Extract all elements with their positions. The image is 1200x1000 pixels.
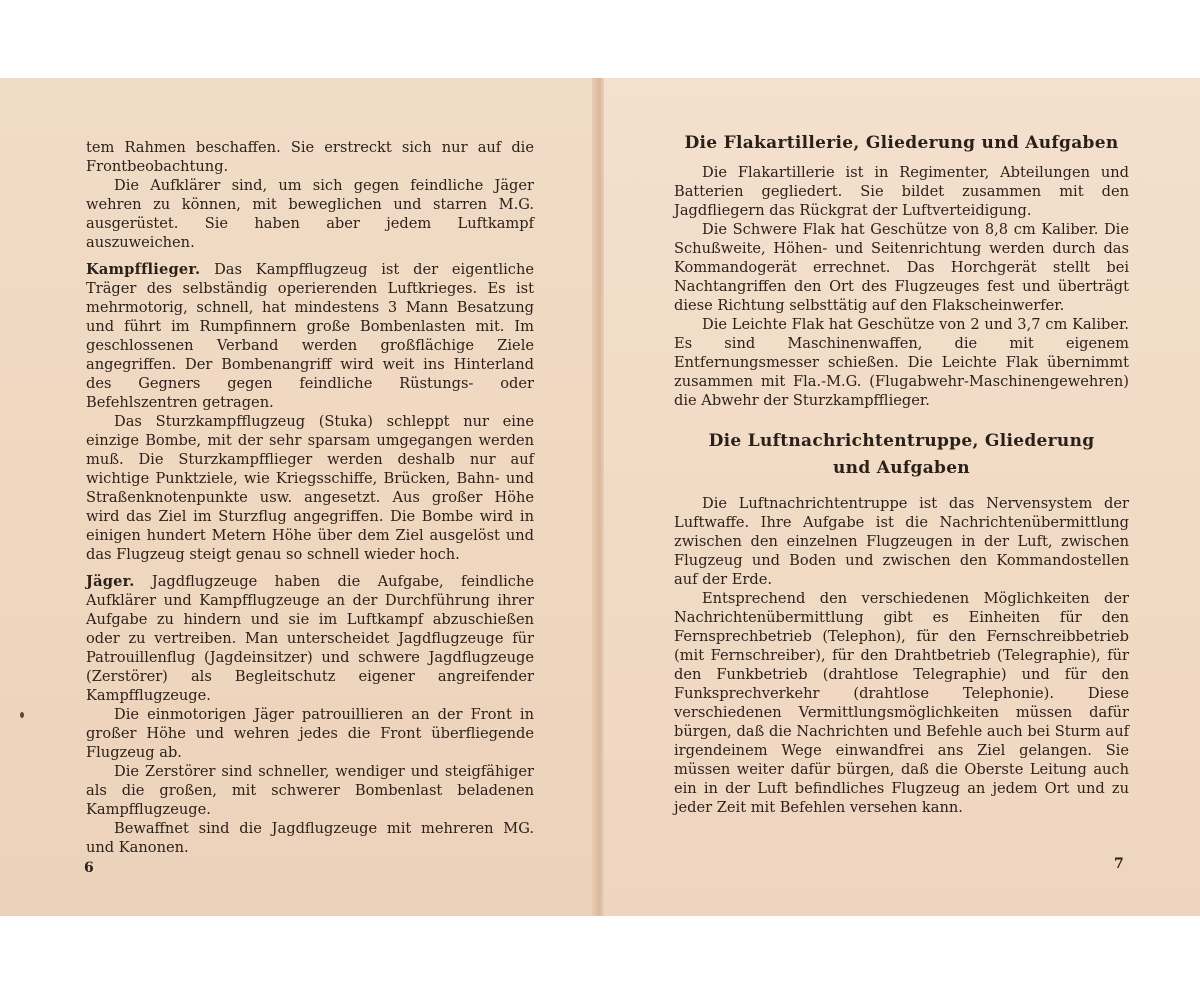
section-lead: Kampfflieger.: [86, 261, 201, 278]
paragraph-kampfflieger: [86, 260, 534, 412]
paragraph: Die Aufklärer sind, um sich gegen feindliche Jäger wehren zu können, mit beweglichen und starren M.G. ausgerüstet. Sie haben aber jedem Luftkampf auszuweichen.: [86, 177, 534, 251]
print-speck: [20, 712, 24, 718]
section-lead: Jäger.: [86, 573, 135, 590]
heading-line: Die Luftnachrichtentruppe, Gliederung: [708, 431, 1095, 451]
paragraph: Die einmotorigen Jäger patrouillieren an der Front in großer Höhe und wehren jedes die Front überfliegende Flugzeug ab.: [86, 706, 534, 761]
paragraph-body: Jagdflugzeuge haben die Aufgabe, feindliche Aufklärer und Kampfflugzeuge an der Durchführung ihrer Aufgabe zu hindern und sie im Luftkampf abzuschießen oder zu vertreiben. Man unterscheidet Jagdflugzeuge für Patrouillenflug (Jagdeinsitzer) und schwere Jagdflugzeuge (Zerstörer) als Begleitschutz eigener angreifender Kampfflugzeuge.: [86, 573, 534, 704]
paragraph: Die Luftnachrichtentruppe ist das Nervensystem der Luftwaffe. Ihre Aufgabe ist die Nachrichtenübermittlung zwischen den einzelnen Flugzeugen in der Luft, zwischen Flugzeug und Boden und zwischen den Kommandostellen auf der Erde.: [674, 495, 1129, 588]
paragraph-jaeger: [86, 572, 534, 705]
right-page: [604, 78, 1200, 916]
paragraph: Die Flakartillerie ist in Regimenter, Abteilungen und Batterien gegliedert. Sie bildet zusammen mit den Jagdfliegern das Rückgrat der Luftverteidigung.: [674, 164, 1129, 219]
paragraph: Die Schwere Flak hat Geschütze von 8,8 cm Kaliber. Die Schußweite, Höhen- und Seitenrichtung werden durch das Kommandogerät errechnet. Das Horchgerät stellt bei Nachtangriffen den Ort des Flugzeuges fest und überträgt diese Richtung selbsttätig auf den Flakscheinwerfer.: [674, 221, 1129, 314]
section-heading: [674, 428, 1129, 482]
page-number: 7: [1114, 856, 1124, 872]
paragraph: Die Leichte Flak hat Geschütze von 2 und 3,7 cm Kaliber. Es sind Maschinenwaffen, die mit eigenem Entfernungsmesser schießen. Die Leichte Flak übernimmt zusammen mit Fla.-M.G. (Flugabwehr-Maschinengewehren) die Abwehr der Sturzkampfflieger.: [674, 316, 1129, 409]
left-page: [0, 78, 600, 916]
paragraph: tem Rahmen beschaffen. Sie erstreckt sich nur auf die Frontbeobachtung.: [86, 139, 534, 175]
left-page-text: [86, 138, 534, 857]
section-heading: Die Flakartillerie, Gliederung und Aufgaben: [684, 133, 1119, 153]
paragraph: Die Zerstörer sind schneller, wendiger und steigfähiger als die großen, mit schwerer Bombenlast beladenen Kampfflugzeuge.: [86, 763, 534, 818]
paragraph-body: Das Kampfflugzeug ist der eigentliche Träger des selbständig operierenden Luftkrieges. Es ist mehrmotorig, schnell, hat mindestens 3 Mann Besatzung und führt im Rumpfinnern große Bombenlasten mit. Im geschlossenen Verband werden großflächige Ziele angegriffen. Der Bombenangriff wird weit ins Hinterland des Gegners gegen feindliche Rüstungs- oder Befehlszentren getragen.: [86, 261, 534, 411]
paragraph: Entsprechend den verschiedenen Möglichkeiten der Nachrichtenübermittlung gibt es Einheiten für den Fernsprechbetrieb (Telephon), für den Fernschreibbetrieb (mit Fernschreiber), für den Drahtbetrieb (Telegraphie), für den Funkbetrieb (drahtlose Telegraphie) und für den Funksprechverkehr (drahtlose Telephonie). Diese verschiedenen Vermittlungsmöglichkeiten müssen dafür bürgen, daß die Nachrichten und Befehle auch bei Sturm auf irgendeinem Wege einwandfrei ans Ziel gelangen. Sie müssen weiter dafür bürgen, daß die Oberste Leitung auch ein in der Luft befindliches Flugzeug an jedem Ort und zu jeder Zeit mit Befehlen versehen kann.: [674, 590, 1129, 816]
heading-line: und Aufgaben: [833, 458, 970, 478]
paragraph: Bewaffnet sind die Jagdflugzeuge mit mehreren MG. und Kanonen.: [86, 820, 534, 856]
paragraph: Das Sturzkampfflugzeug (Stuka) schleppt nur eine einzige Bombe, mit der sehr sparsam umgegangen werden muß. Die Sturzkampfflieger werden deshalb nur auf wichtige Punktziele, wie Kriegsschiffe, Brücken, Bahn- und Straßenknotenpunkte usw. angesetzt. Aus großer Höhe wird das Ziel im Sturzflug angegriffen. Die Bombe wird in einigen hundert Metern Höhe über dem Ziel ausgelöst und das Flugzeug steigt genau so schnell wieder hoch.: [86, 413, 534, 563]
page-number: 6: [84, 860, 94, 876]
book-spread: [0, 78, 1200, 916]
right-page-text: [674, 130, 1129, 817]
